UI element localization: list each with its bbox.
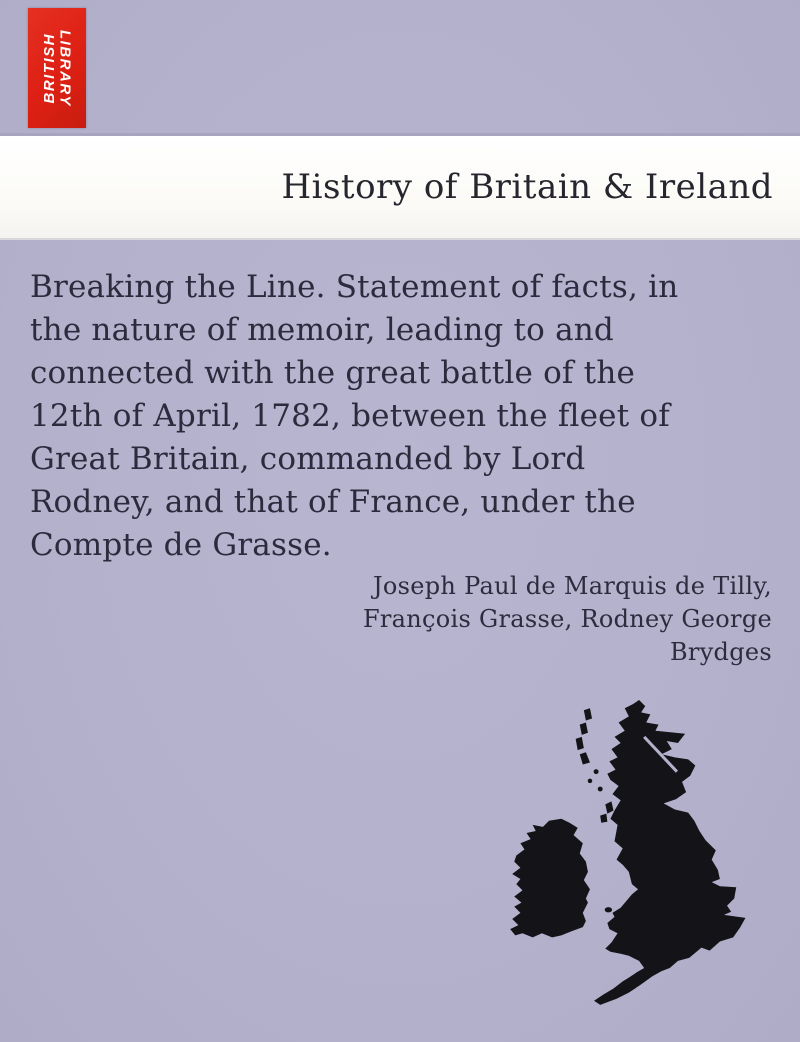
british-library-logo	[28, 8, 86, 128]
series-title: History of Britain & Ireland	[281, 167, 773, 207]
logo-word-british: BRITISH	[40, 32, 58, 104]
ireland-silhouette	[510, 819, 590, 938]
author-line-1: Joseph Paul de Marquis de Tilly,	[372, 572, 772, 600]
great-britain-silhouette	[594, 700, 745, 1005]
island-dot	[588, 779, 593, 784]
british-isles-map	[508, 698, 764, 1010]
title-line-4: 12th of April, 1782, between the fleet of	[30, 398, 670, 434]
island-dot	[598, 787, 603, 792]
island-dot	[594, 769, 599, 774]
title-line-5: Great Britain, commanded by Lord	[30, 441, 586, 477]
title-line-2: the nature of memoir, leading to and	[30, 312, 614, 348]
logo-word-library: LIBRARY	[56, 29, 74, 107]
title-line-7: Compte de Grasse.	[30, 527, 332, 563]
author-line-3: Brydges	[669, 638, 772, 666]
book-title	[30, 266, 790, 567]
title-line-6: Rodney, and that of France, under the	[30, 484, 636, 520]
isle-of-man	[626, 854, 636, 861]
series-band	[0, 133, 800, 240]
book-authors	[212, 570, 772, 669]
author-line-2: François Grasse, Rodney George	[362, 605, 772, 633]
title-line-3: connected with the great battle of the	[30, 355, 636, 391]
title-line-1: Breaking the Line. Statement of facts, in	[30, 269, 679, 305]
hebrides-islands	[576, 708, 592, 764]
anglesey-island	[605, 907, 612, 912]
